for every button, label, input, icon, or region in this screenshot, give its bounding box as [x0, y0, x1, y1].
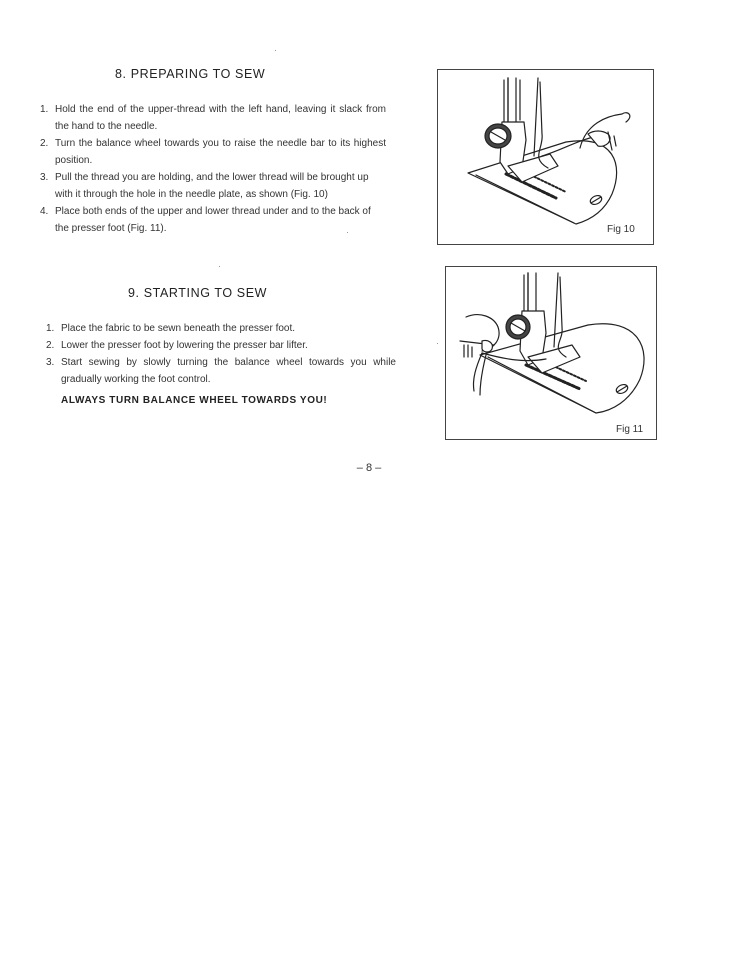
- list-item: [46, 320, 396, 337]
- step-number: 1.: [40, 104, 49, 115]
- figure-11-caption: Fig 11: [616, 424, 644, 435]
- presser-foot-illustration: [446, 267, 656, 439]
- warning-text: ALWAYS TURN BALANCE WHEEL TOWARDS YOU!: [61, 395, 328, 406]
- page-number: – 8 –: [356, 462, 382, 474]
- step-number: 4.: [40, 206, 49, 217]
- list-item: [40, 203, 386, 237]
- step-number: 3.: [40, 172, 49, 183]
- step-text: Turn the balance wheel towards you to raise the needle bar to its highest position.: [55, 138, 386, 166]
- step-number: 3.: [46, 357, 55, 368]
- section-8-title: 8. PREPARING TO SEW: [115, 67, 266, 81]
- list-item: [40, 135, 386, 169]
- step-text: Lower the presser foot by lowering the presser bar lifter.: [61, 340, 308, 351]
- scan-speck: [219, 266, 220, 267]
- list-item: [40, 101, 386, 135]
- section-9-steps: [46, 320, 396, 388]
- step-text: Start sewing by slowly turning the balance wheel towards you while gradually working the foot control.: [61, 357, 396, 385]
- step-number: 1.: [46, 323, 55, 334]
- list-item: [46, 337, 396, 354]
- step-number: 2.: [40, 138, 49, 149]
- scan-speck: [275, 50, 276, 51]
- step-text: Place the fabric to be sewn beneath the presser foot.: [61, 323, 296, 334]
- step-text: Place both ends of the upper and lower thread under and to the back of the presser foot (Fig. 11).: [55, 206, 371, 234]
- step-text: Pull the thread you are holding, and the lower thread will be brought up with it through the hole in the needle plate, as shown (Fig. 10): [55, 172, 369, 200]
- list-item: [40, 169, 386, 203]
- list-item: [46, 354, 396, 388]
- figure-10: [437, 69, 654, 245]
- section-8-steps: [40, 101, 386, 237]
- section-9-title: 9. STARTING TO SEW: [128, 286, 268, 300]
- figure-11: [445, 266, 657, 440]
- step-text: Hold the end of the upper-thread with the left hand, leaving it slack from the hand to the needle.: [55, 104, 386, 132]
- needle-plate-illustration: [438, 70, 653, 244]
- figure-10-caption: Fig 10: [607, 224, 635, 235]
- step-number: 2.: [46, 340, 55, 351]
- scan-speck: [437, 343, 438, 344]
